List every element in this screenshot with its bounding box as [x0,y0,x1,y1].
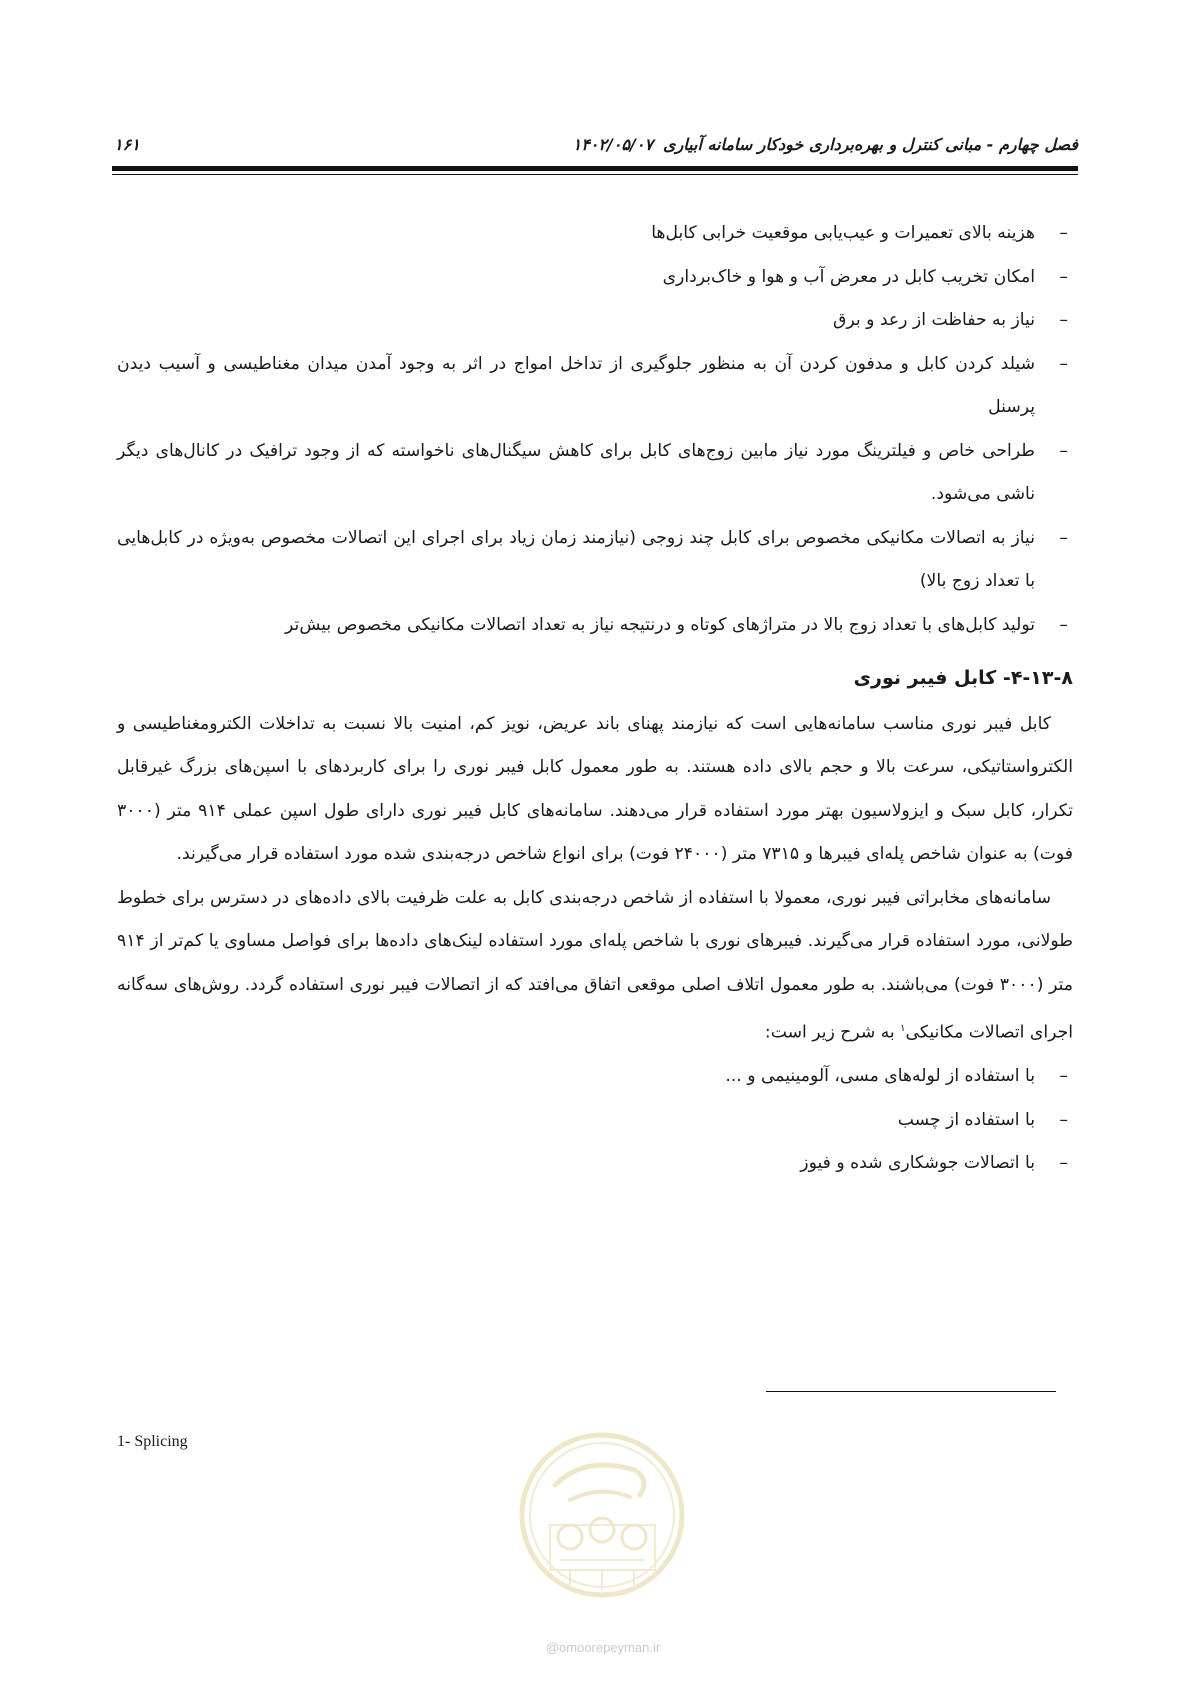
footnote-ref: ۱ [900,1023,906,1034]
chapter-title [573,135,1078,154]
body-content [117,212,1073,1186]
footnote: 1- Splicing [117,1433,188,1450]
header-rule-thin [112,174,1078,175]
list-item: – با اتصالات جوشکاری شده و فیوز [117,1142,1073,1186]
list-item: – با استفاده از چسب [117,1099,1073,1143]
list-item: – نیاز به حفاظت از رعد و برق [117,299,1073,343]
watermark-logo [515,1425,690,1630]
paragraph-2-text: سامانه‌های مخابراتی فیبر نوری، معمولا با استفاده از شاخص درجه‌بندی کابل به علت ظرفیت بالای داده‌های در دسترس برای خطوط طولانی، مورد استفاده قرار می‌گیرند. فیبرهای نوری با شاخص پله‌ای مورد استفاده لینک‌های داده‌ها برای فواصل مساوی یا کم‌تر از ۹۱۴ متر (۳۰۰۰ فوت) می‌باشند. به طور معمول اتلاف اصلی موقعی اتفاق می‌افتد که از اتصالات فیبر نوری استفاده گردد. روش‌های سه‌گانه اجرای اتصالات مکانیکی [117,887,1074,1043]
list-item: – هزینه بالای تعمیرات و عیب‌یابی موقعیت خرابی کابل‌ها [117,212,1073,256]
section-heading: ۴-۱۳-۸- کابل فیبر نوری [853,667,1073,689]
page-number: ۱۶۱ [114,135,140,154]
header-rule-thick [112,166,1078,171]
paragraph-2-tail: به شرح زیر است: [764,1022,901,1043]
list-item: – با استفاده از لوله‌های مسی، آلومینیمی و ... [117,1055,1073,1099]
watermark-url: @omoorepeyman.ir [545,1640,661,1655]
list-item: – شیلد کردن کابل و مدفون کردن آن به منظور جلوگیری از تداخل امواج در اثر به وجود آمدن میدان مغناطیسی و آسیب دیدن پرسنل [117,343,1073,430]
page-header [112,127,1078,167]
list-item: – نیاز به اتصالات مکانیکی مخصوص برای کابل چند زوجی (نیازمند زمان زیاد برای اجرای این اتصالات مخصوص به‌ویژه در کابل‌هایی با تعداد زوج بالا) [117,517,1073,604]
list-item: – امکان تخریب کابل در معرض آب و هوا و خاک‌برداری [117,256,1073,300]
list-item: – طراحی خاص و فیلترینگ مورد نیاز مابین زوج‌های کابل برای کاهش سیگنال‌های ناخواسته که از وجود ترافیک در کانال‌های دیگر ناشی می‌شود. [117,430,1073,517]
header-date: ۱۴۰۲/۰۵/۰۷ [572,135,654,154]
list-item: – تولید کابل‌های با تعداد زوج بالا در متراژهای کوتاه و درنتیجه نیاز به تعداد اتصالات مکانیکی مخصوص بیش‌تر [117,604,1073,648]
paragraph-1: کابل فیبر نوری مناسب سامانه‌هایی است که نیازمند پهنای باند عریض، نویز کم، امنیت بالا نسبت به تداخلات الکترومغناطیسی و الکترواستاتیکی، سرعت بالا و حجم بالای داده هستند. به طور معمول کابل فیبر نوری را برای کاربردهای با اسپن‌های بزرگ غیرقابل تکرار، کابل سبک و ایزولاسیون بهتر مورد استفاده قرار می‌دهند. سامانه‌های کابل فیبر نوری دارای طول اسپن عملی ۹۱۴ متر (۳۰۰۰ فوت) به عنوان شاخص پله‌ای فیبرها و ۷۳۱۵ متر (۲۴۰۰۰ فوت) برای انواع شاخص درجه‌بندی شده مورد استفاده قرار می‌گیرند. [117,713,1073,864]
disadvantages-list [117,212,1073,647]
paragraph-2 [117,877,1073,1056]
splicing-methods-list [117,1055,1073,1186]
footnote-separator [766,1391,1056,1392]
chapter-title-text: فصل چهارم - مبانی کنترل و بهره‌برداری خودکار سامانه آبیاری [663,135,1078,154]
